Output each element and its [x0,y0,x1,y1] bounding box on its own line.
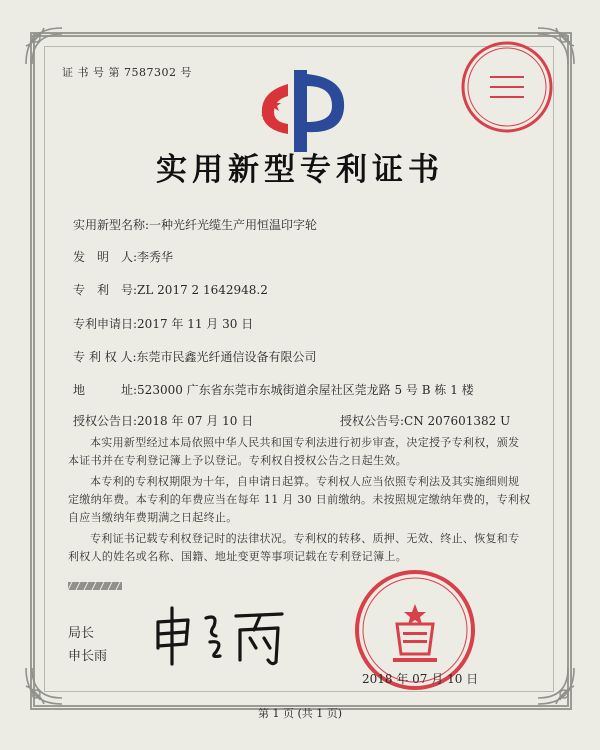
field-value: 2017 年 11 月 30 日 [137,317,254,331]
field-utility-model-name [73,216,317,233]
field-label: 专 利 号: [73,283,138,297]
field-value: 523000 广东省东莞市东城街道余屋社区莞龙路 5 号 B 栋 1 楼 [137,383,474,397]
field-label: 授权公告号: [340,414,405,428]
patent-office-logo-icon [254,68,350,154]
field-label: 地 址: [73,383,138,397]
director-signature [150,600,290,670]
field-publication-number [340,412,510,429]
field-label: 专利申请日: [73,317,138,331]
text-line: 自应当缴纳年费期满之日起终止。 [68,511,238,524]
field-label: 专 利 权 人: [73,350,137,364]
printing-stamp [460,40,554,134]
text-line: 本专利的专利权期限为十年，自申请日起算。专利权人应当依照专利法及其实施细则规 [90,475,520,488]
paragraph-legal-status [68,530,528,566]
corner-ornament [22,664,66,708]
field-value: 李秀华 [137,250,174,264]
field-grant-date [73,412,253,429]
text-line: 定缴纳年费。本专利的年费应当在每年 11 月 30 日前缴纳。未按照规定缴纳年费的，专利权 [68,493,531,506]
text-line: 专利证书记载专利权登记时的法律状况。专利权的转移、质押、无效、终止、恢复和专 [90,532,520,545]
field-address [73,381,474,398]
field-value: CN 207601382 U [404,414,511,428]
text-line: 本实用新型经过本局依照中华人民共和国专利法进行初步审查，决定授予专利权，颁发 [90,436,520,449]
field-application-date [73,315,253,332]
text-line: 本证书并在专利登记簿上予以登记。专利权自授权公告之日起生效。 [68,454,407,467]
corner-ornament [534,664,578,708]
seal-date: 2018 年 07 月 10 日 [362,672,479,686]
field-value: 东莞市民鑫光纤通信设备有限公司 [136,350,317,364]
field-label: 授权公告日: [73,414,138,428]
field-patent-number [73,281,268,298]
page-indicator: 第 1 页 (共 1 页) [257,707,343,720]
text-line: 利权人的姓名或名称、国籍、地址变更等事项记载在专利登记簿上。 [68,550,407,563]
paragraph-examination [68,434,528,470]
director-name: 申长雨 [68,649,108,664]
field-value: 2018 年 07 月 10 日 [137,414,254,428]
certificate-number: 证 书 号 第 7587302 号 [62,66,192,79]
field-inventor [73,248,173,265]
paragraph-term [68,473,531,527]
separator-rule [68,582,122,590]
field-value: ZL 2017 2 1642948.2 [137,283,268,297]
field-label: 实用新型名称: [73,218,150,232]
document-title: 实用新型专利证书 [156,152,444,188]
field-label: 发 明 人: [73,250,138,264]
field-value: 一种光纤光缆生产用恒温印字轮 [149,218,318,232]
director-title: 局长 [68,626,95,641]
corner-ornament [22,24,66,68]
field-patentee [73,348,317,365]
